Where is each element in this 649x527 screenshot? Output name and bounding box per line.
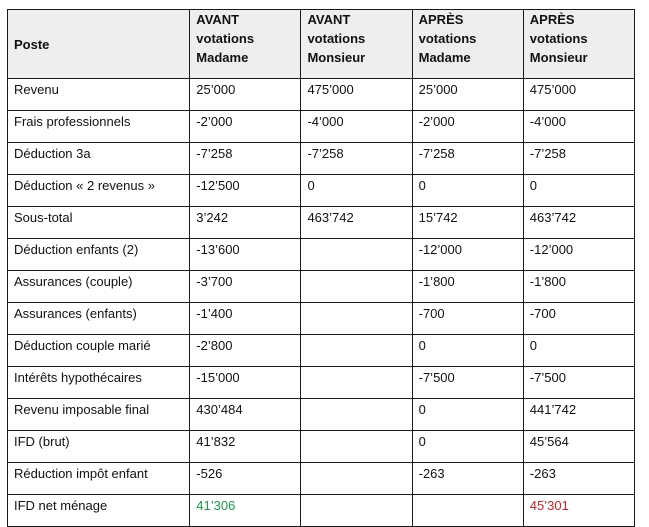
row-label: Assurances (couple) — [8, 271, 190, 303]
cell-avant-madame-total: 41’306 — [190, 495, 301, 527]
cell-avant-madame: 25’000 — [190, 79, 301, 111]
table-row — [8, 239, 635, 271]
header-line: Madame — [196, 50, 249, 65]
cell-apres-monsieur: 45’564 — [523, 431, 634, 463]
cell-avant-monsieur: -7’258 — [301, 143, 412, 175]
header-apres-monsieur — [523, 10, 634, 79]
cell-avant-monsieur — [301, 335, 412, 367]
cell-avant-madame: 41’832 — [190, 431, 301, 463]
table-row-total — [8, 495, 635, 527]
header-line: Monsieur — [529, 50, 588, 65]
header-line: APRÈS — [529, 12, 575, 27]
cell-avant-madame: -3’700 — [190, 271, 301, 303]
row-label: Revenu imposable final — [8, 399, 190, 431]
header-avant-monsieur — [301, 10, 412, 79]
cell-apres-monsieur: 475’000 — [523, 79, 634, 111]
cell-avant-monsieur — [301, 367, 412, 399]
cell-apres-monsieur: -700 — [523, 303, 634, 335]
header-poste: Poste — [8, 10, 190, 79]
cell-avant-monsieur — [301, 399, 412, 431]
cell-avant-madame: -2’000 — [190, 111, 301, 143]
header-line: AVANT — [307, 12, 351, 27]
cell-avant-monsieur: 475’000 — [301, 79, 412, 111]
cell-avant-monsieur — [301, 271, 412, 303]
cell-apres-madame: 25’000 — [412, 79, 523, 111]
cell-apres-madame: -12’000 — [412, 239, 523, 271]
cell-avant-madame: -15’000 — [190, 367, 301, 399]
cell-apres-madame: -7’500 — [412, 367, 523, 399]
cell-apres-madame: -2’000 — [412, 111, 523, 143]
cell-apres-monsieur: -4’000 — [523, 111, 634, 143]
cell-apres-madame: -700 — [412, 303, 523, 335]
header-line: votations — [307, 31, 366, 46]
table-row — [8, 367, 635, 399]
row-label: Assurances (enfants) — [8, 303, 190, 335]
cell-apres-madame: -7’258 — [412, 143, 523, 175]
cell-apres-monsieur: 0 — [523, 175, 634, 207]
cell-apres-monsieur: -12’000 — [523, 239, 634, 271]
header-apres-madame — [412, 10, 523, 79]
tax-comparison-table — [7, 9, 635, 527]
cell-avant-madame: -7’258 — [190, 143, 301, 175]
cell-avant-monsieur — [301, 495, 412, 527]
row-label: Déduction couple marié — [8, 335, 190, 367]
header-line: APRÈS — [418, 12, 464, 27]
cell-avant-madame: -1’400 — [190, 303, 301, 335]
cell-avant-monsieur — [301, 239, 412, 271]
cell-apres-monsieur: 0 — [523, 335, 634, 367]
cell-apres-monsieur-total: 45’301 — [523, 495, 634, 527]
table-row — [8, 431, 635, 463]
cell-apres-madame: 15’742 — [412, 207, 523, 239]
cell-avant-monsieur: 0 — [301, 175, 412, 207]
table-row — [8, 143, 635, 175]
cell-avant-monsieur — [301, 463, 412, 495]
row-label: IFD (brut) — [8, 431, 190, 463]
table-row — [8, 79, 635, 111]
table-row — [8, 335, 635, 367]
cell-apres-monsieur: -7’258 — [523, 143, 634, 175]
cell-apres-monsieur: 463’742 — [523, 207, 634, 239]
row-label: Déduction « 2 revenus » — [8, 175, 190, 207]
table-row — [8, 399, 635, 431]
table-row — [8, 175, 635, 207]
cell-apres-madame: -1’800 — [412, 271, 523, 303]
cell-apres-monsieur: -263 — [523, 463, 634, 495]
cell-avant-madame: -2’800 — [190, 335, 301, 367]
header-line: votations — [196, 31, 255, 46]
cell-avant-monsieur — [301, 303, 412, 335]
cell-avant-madame: -12’500 — [190, 175, 301, 207]
row-label: IFD net ménage — [8, 495, 190, 527]
header-line: votations — [529, 31, 588, 46]
row-label: Intérêts hypothécaires — [8, 367, 190, 399]
cell-apres-madame — [412, 495, 523, 527]
header-row — [8, 10, 635, 79]
header-line: Madame — [418, 50, 471, 65]
cell-apres-monsieur: -1’800 — [523, 271, 634, 303]
cell-apres-monsieur: -7’500 — [523, 367, 634, 399]
table-row — [8, 303, 635, 335]
cell-avant-madame: -13’600 — [190, 239, 301, 271]
table-row — [8, 463, 635, 495]
cell-avant-madame: 3’242 — [190, 207, 301, 239]
cell-apres-madame: 0 — [412, 399, 523, 431]
cell-apres-madame: 0 — [412, 335, 523, 367]
table-row — [8, 207, 635, 239]
header-line: Monsieur — [307, 50, 366, 65]
row-label: Réduction impôt enfant — [8, 463, 190, 495]
header-line: AVANT — [196, 12, 240, 27]
cell-apres-monsieur: 441’742 — [523, 399, 634, 431]
cell-avant-monsieur: 463’742 — [301, 207, 412, 239]
cell-avant-monsieur — [301, 431, 412, 463]
cell-avant-monsieur: -4’000 — [301, 111, 412, 143]
row-label: Déduction 3a — [8, 143, 190, 175]
cell-avant-madame: -526 — [190, 463, 301, 495]
cell-avant-madame: 430’484 — [190, 399, 301, 431]
row-label: Revenu — [8, 79, 190, 111]
header-avant-madame — [190, 10, 301, 79]
table-row — [8, 271, 635, 303]
header-line: votations — [418, 31, 477, 46]
cell-apres-madame: -263 — [412, 463, 523, 495]
row-label: Frais professionnels — [8, 111, 190, 143]
cell-apres-madame: 0 — [412, 175, 523, 207]
cell-apres-madame: 0 — [412, 431, 523, 463]
table-row — [8, 111, 635, 143]
row-label: Déduction enfants (2) — [8, 239, 190, 271]
row-label: Sous-total — [8, 207, 190, 239]
